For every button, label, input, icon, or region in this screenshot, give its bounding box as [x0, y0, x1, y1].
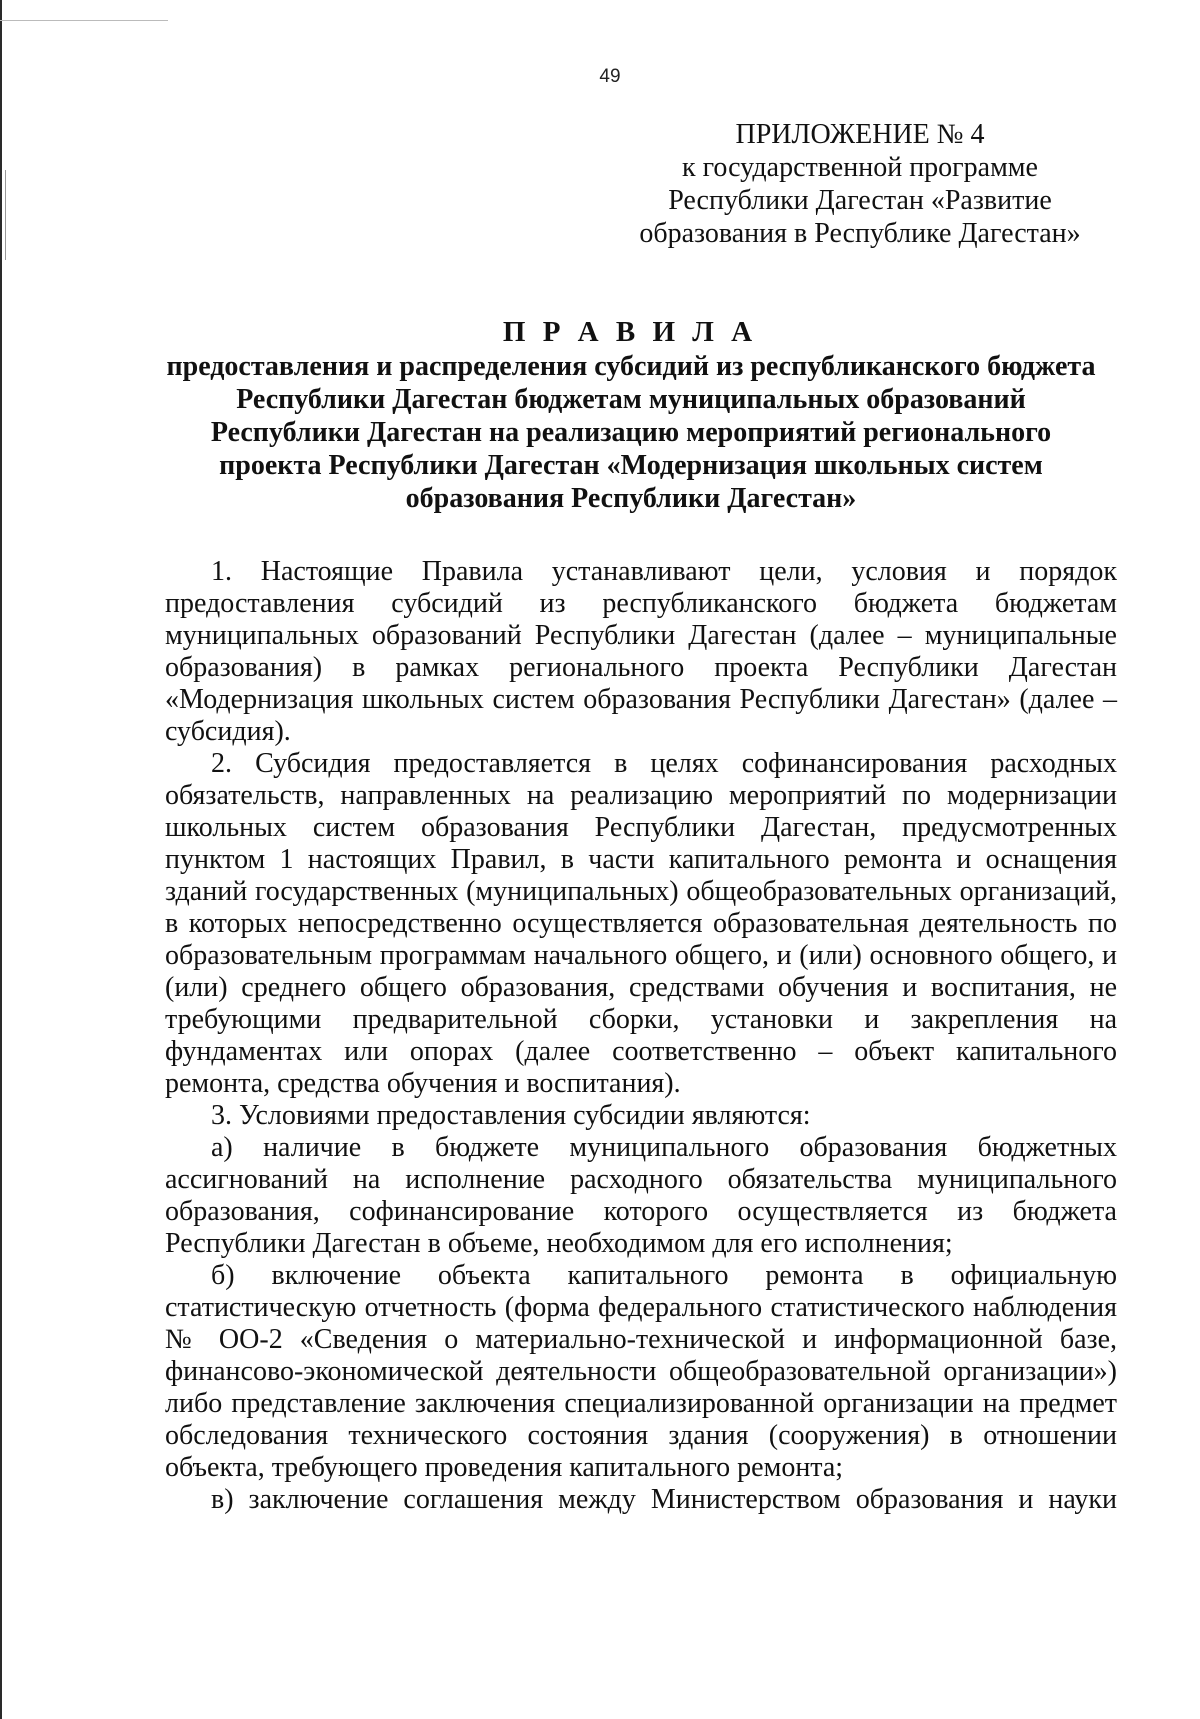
- page-number: 49: [599, 66, 621, 87]
- document-title: П Р А В И Л А: [502, 316, 758, 348]
- document-subtitle: [148, 350, 1114, 515]
- paragraph-3c: в) заключение соглашения между Министерством образования и науки: [211, 1484, 1117, 1515]
- subtitle-line: образования Республики Дагестан»: [405, 483, 857, 514]
- paragraph-1: 1. Настоящие Правила устанавливают цели, условия и порядок предоставления субсидий из республиканского бюджета бюджетам муниципальных образований Республики Дагестан (далее – муниципальные образования) в рамках регионального проекта Республики Дагестан «Модернизация школьных систем образования Республики Дагестан» (далее – субсидия).: [165, 556, 1117, 747]
- document-body: [165, 556, 1117, 1516]
- appendix-line: образования в Республике Дагестан»: [639, 218, 1081, 249]
- appendix-line: к государственной программе: [682, 152, 1038, 183]
- subtitle-line: Республики Дагестан бюджетам муниципальных образований: [236, 384, 1026, 415]
- appendix-line: Республики Дагестан «Развитие: [668, 185, 1052, 216]
- scan-edge: [0, 0, 2, 1719]
- subtitle-line: проекта Республики Дагестан «Модернизация школьных систем: [219, 450, 1043, 481]
- paragraph-3b: б) включение объекта капитального ремонта в официальную статистическую отчетность (форма федерального статистического наблюдения № ОО-2 «Сведения о материально-технической и информационной базе, финансово-экономической деятельности общеобразовательной организации») либо представление заключения специализированной организации на предмет обследования технического состояния здания (сооружения) в отношении объекта, требующего проведения капитального ремонта;: [165, 1260, 1117, 1483]
- subtitle-line: предоставления и распределения субсидий из республиканского бюджета: [166, 351, 1096, 382]
- paragraph-3a: а) наличие в бюджете муниципального образования бюджетных ассигнований на исполнение расходного обязательства муниципального образования, софинансирование которого осуществляется из бюджета Республики Дагестан в объеме, необходимом для его исполнения;: [165, 1132, 1117, 1259]
- appendix-header: [620, 118, 1100, 250]
- paragraph-2: 2. Субсидия предоставляется в целях софинансирования расходных обязательств, направленных на реализацию мероприятий по модернизации школьных систем образования Республики Дагестан, предусмотренных пунктом 1 настоящих Правил, в части капитального ремонта и оснащения зданий государственных (муниципальных) общеобразовательных организаций, в которых непосредственно осуществляется образовательная деятельность по образовательным программам начального общего, и (или) основного общего, и (или) среднего общего образования, средствами обучения и воспитания, не требующими предварительной сборки, установки и закрепления на фундаментах или опорах (далее соответственно – объект капитального ремонта, средства обучения и воспитания).: [165, 748, 1117, 1099]
- appendix-number: ПРИЛОЖЕНИЕ № 4: [735, 119, 985, 150]
- paragraph-3: 3. Условиями предоставления субсидии являются:: [211, 1100, 811, 1131]
- scan-mark-left: [5, 170, 6, 260]
- scan-mark-top: [0, 20, 168, 21]
- subtitle-line: Республики Дагестан на реализацию мероприятий регионального: [210, 417, 1052, 448]
